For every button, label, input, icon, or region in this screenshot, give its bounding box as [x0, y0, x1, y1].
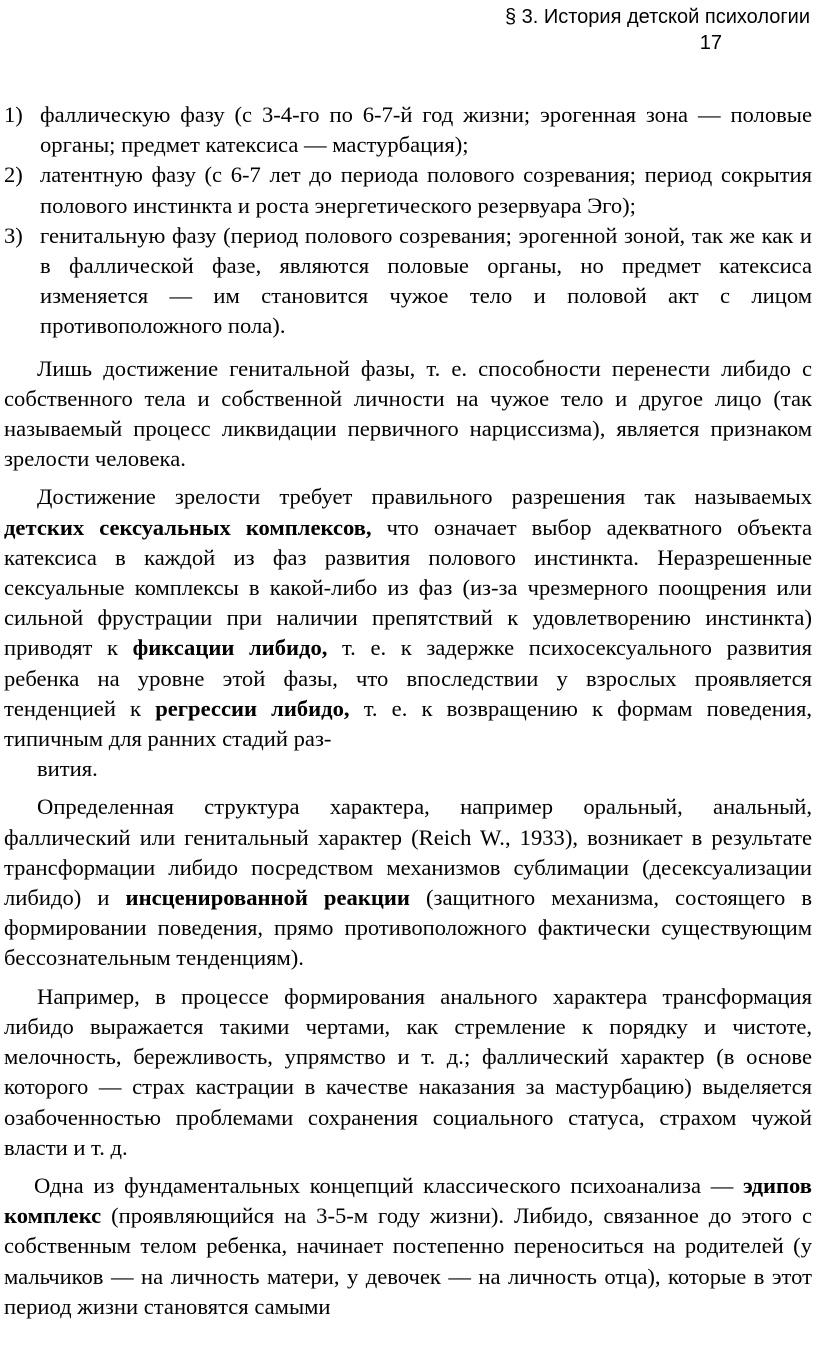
paragraph-character-structure: Определенная структура характера, например оральный, анальный, фаллический или генитальный характер (Reich W., 1933), возникает в результате трансформации либидо посредством механизмов сублимации (десексуализации либидо) и инсценированной реакции (защитного механизма, состоящего в формировании поведения, прямо противоположного фактически существующим бессознательным тенденциям). [4, 794, 812, 971]
list-number: 3) [4, 222, 23, 248]
term-reaction-formation: инсценированной реакции [125, 885, 410, 911]
term-libido-regression: регрессии либидо, [155, 695, 350, 721]
phase-list [4, 100, 812, 342]
term-oedipus-complex: эдипов комплекс [4, 1172, 812, 1229]
paragraph-maturity-tail: вития. [37, 756, 98, 782]
paragraph-genital-phase: Лишь достижение генитальной фазы, т. е. способности перенести либидо с собственного тела и собственной личности на чужое тело и другое лицо (так называемый процесс ликвидации первичного нарциссизма), является признаком зрелости человека. [4, 355, 812, 472]
list-text: генитальную фазу (период полового созревания; эрогенной зоной, так же как и в фаллической фазе, являются половые органы, но предмет катексиса изменяется — им становится чужое тело и половой акт с лицом противоположного пола). [40, 222, 812, 339]
list-number: 2) [4, 162, 23, 188]
section-title: § 3. История детской психологии [504, 6, 810, 28]
paragraph-oedipus: Одна из фундаментальных концепций классического психоанализа — эдипов комплекс (проявляющийся на 3-5-м году жизни). Либидо, связанное до этого с собственным телом ребенка, начинает постепенно переноситься на родителей (у мальчиков — на личность матери, у девочек — на личность отца), которые в этот период жизни становятся самыми [4, 1172, 812, 1319]
list-text: латентную фазу (с 6-7 лет до периода полового созревания; период сокрытия полового инстинкта и роста энергетического резервуара Эго); [40, 162, 812, 218]
list-item [4, 160, 812, 220]
paragraph-anal-character: Например, в процессе формирования анального характера трансформация либидо выражается такими чертами, как стремление к порядку и чистоте, мелочность, бережливость, упрямство и т. д.; фаллический характер (в основе которого — страх кастрации в качестве наказания за мастурбацию) выделяется озабоченностью проблемами сохранения социального статуса, страхом чужой власти и т. д. [4, 983, 812, 1160]
running-header [505, 4, 810, 56]
term-libido-fixation: фиксации либидо, [132, 635, 328, 661]
list-number: 1) [4, 102, 23, 127]
list-text: фаллическую фазу (с 3-4-го по 6-7-й год жизни; эрогенная зона — половые органы; предмет катексиса — мастурбация); [40, 102, 812, 158]
paragraph-maturity: Достижение зрелости требует правильного разрешения так называемых детских сексуальных комплексов, что означает выбор адекватного объекта катексиса в каждой из фаз развития полового инстинкта. Неразрешенные сексуальные комплексы в какой-либо из фаз (из-за чрезмерного поощрения или сильной фрустрации при наличии препятствий к удовлетворению инстинкта) приводят к фиксации либидо, т. е. к задержке психосексуального развития ребенка на уровне этой фазы, что впоследствии у взрослых проявляется тенденцией к регрессии либидо, т. е. к возвращению к формам поведения, типичным для ранних стадий раз- [4, 484, 812, 752]
page-number: 17 [699, 32, 722, 54]
term-child-sexual-complexes: детских сексуальных комплексов, [4, 514, 372, 540]
page-body [4, 100, 812, 1322]
list-item [4, 221, 812, 342]
list-item [4, 100, 812, 160]
